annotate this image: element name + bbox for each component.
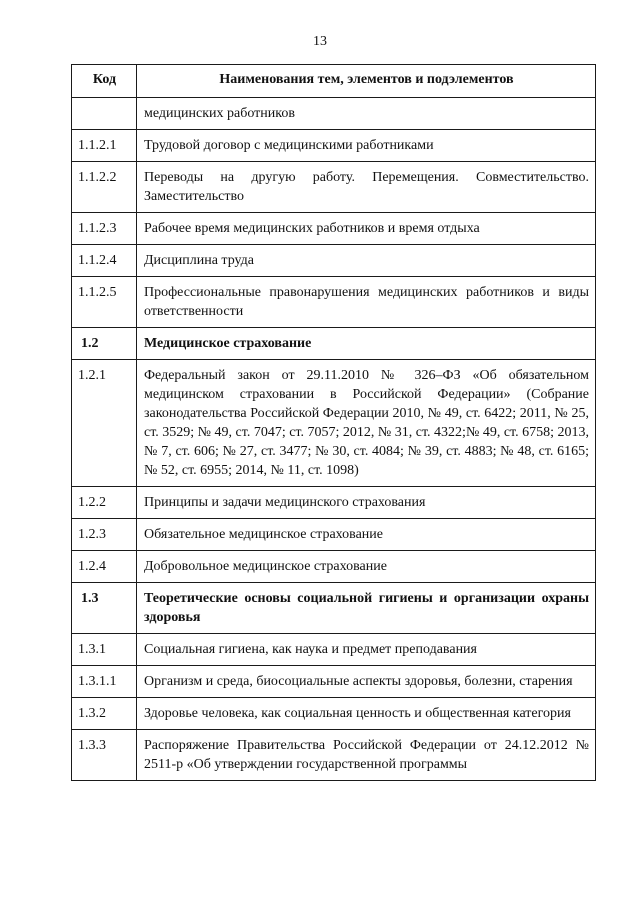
row-name: Трудовой договор с медицинскими работниками	[137, 130, 596, 162]
table-header-row	[72, 65, 596, 98]
row-name: Обязательное медицинское страхование	[137, 519, 596, 551]
row-code: 1.3.1.1	[72, 666, 137, 698]
table-row	[72, 98, 596, 130]
topics-table	[71, 64, 596, 781]
page-number: 13	[313, 34, 327, 49]
name-column-header: Наименования тем, элементов и подэлементов	[137, 65, 596, 98]
row-code: 1.2.1	[72, 360, 137, 487]
row-code: 1.3.1	[72, 634, 137, 666]
row-code: 1.2.4	[72, 551, 137, 583]
row-name: медицинских работников	[137, 98, 596, 130]
row-name: Профессиональные правонарушения медицинских работников и виды ответственности	[137, 277, 596, 328]
section-row	[72, 583, 596, 634]
row-code: 1.2	[72, 328, 137, 360]
row-name: Социальная гигиена, как наука и предмет преподавания	[137, 634, 596, 666]
table-row	[72, 360, 596, 487]
row-code: 1.2.3	[72, 519, 137, 551]
row-name: Теоретические основы социальной гигиены и организации охраны здоровья	[137, 583, 596, 634]
row-code: 1.1.2.4	[72, 245, 137, 277]
row-name: Организм и среда, биосоциальные аспекты здоровья, болезни, старения	[137, 666, 596, 698]
row-name: Переводы на другую работу. Перемещения. Совместительство. Заместительство	[137, 162, 596, 213]
table-row	[72, 245, 596, 277]
row-name: Медицинское страхование	[137, 328, 596, 360]
row-name: Добровольное медицинское страхование	[137, 551, 596, 583]
table-row	[72, 162, 596, 213]
row-name: Принципы и задачи медицинского страхования	[137, 487, 596, 519]
row-code: 1.1.2.2	[72, 162, 137, 213]
code-column-header: Код	[72, 65, 137, 98]
row-code: 1.1.2.1	[72, 130, 137, 162]
table-row	[72, 698, 596, 730]
table-row	[72, 634, 596, 666]
table-row	[72, 519, 596, 551]
table-row	[72, 551, 596, 583]
row-code: 1.3.3	[72, 730, 137, 781]
row-code: 1.1.2.5	[72, 277, 137, 328]
row-name: Распоряжение Правительства Российской Федерации от 24.12.2012 № 2511-р «Об утверждении государственной программы	[137, 730, 596, 781]
row-code: 1.1.2.3	[72, 213, 137, 245]
row-code: 1.3.2	[72, 698, 137, 730]
row-code	[72, 98, 137, 130]
row-name: Федеральный закон от 29.11.2010 № 326–ФЗ «Об обязательном медицинском страховании в Российской Федерации» (Собрание законодательства Российской Федерации 2010, № 49, ст. 6422; 2011, № 25, ст. 3529; № 49, ст. 7047; ст. 7057; 2012, № 31, ст. 4322;№ 49, ст. 6758; 2013, № 7, ст. 606; № 27, ст. 3477; № 30, ст. 4084; № 39, ст. 4883; № 48, ст. 6165; № 52, ст. 6955; 2014, № 11, ст. 1098)	[137, 360, 596, 487]
table-row	[72, 130, 596, 162]
section-row	[72, 328, 596, 360]
table-row	[72, 277, 596, 328]
row-name: Дисциплина труда	[137, 245, 596, 277]
table-row	[72, 487, 596, 519]
table-row	[72, 666, 596, 698]
row-name: Рабочее время медицинских работников и время отдыха	[137, 213, 596, 245]
row-code: 1.2.2	[72, 487, 137, 519]
table-row	[72, 213, 596, 245]
row-name: Здоровье человека, как социальная ценность и общественная категория	[137, 698, 596, 730]
row-code: 1.3	[72, 583, 137, 634]
table-row	[72, 730, 596, 781]
